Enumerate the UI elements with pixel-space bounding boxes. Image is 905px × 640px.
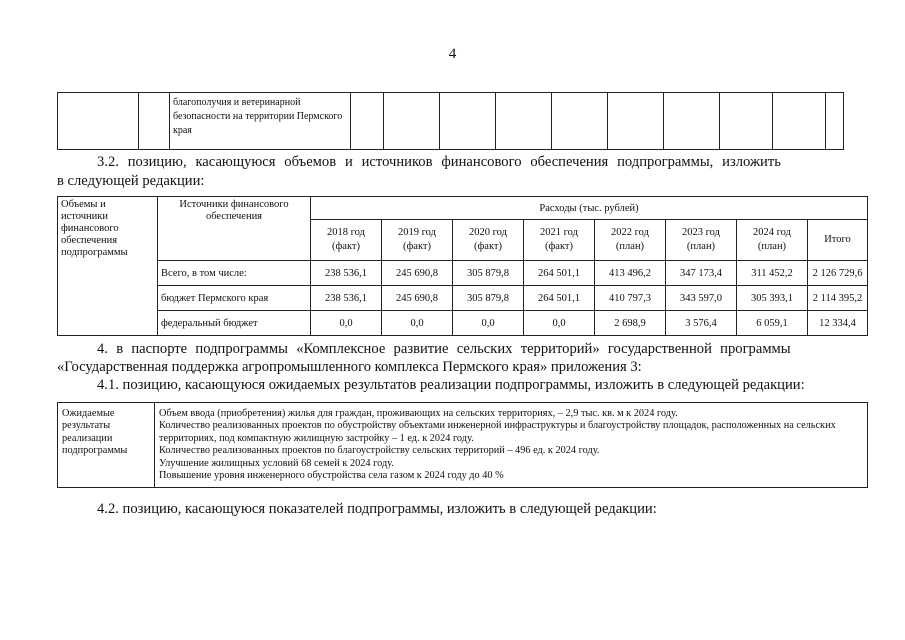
result-item: Улучшение жилищных условий 68 семей к 2024 году. — [159, 457, 394, 469]
paragraph-4-line1: 4. в паспорте подпрограммы «Комплексное развитие сельских территорий» государственной программы — [97, 341, 791, 357]
total-header: Итого — [808, 220, 868, 261]
table-cell — [773, 93, 826, 150]
value-cell: 0,0 — [311, 311, 382, 336]
value-cell: 0,0 — [524, 311, 595, 336]
value-cell: 2 114 395,2 — [808, 286, 868, 311]
value-cell: 410 797,3 — [595, 286, 666, 311]
table-cell — [664, 93, 720, 150]
table-cell — [351, 93, 384, 150]
value-cell: 347 173,4 — [666, 261, 737, 286]
result-item: Объем ввода (приобретения) жилья для граждан, проживающих на сельских территориях, – 2,9 тыс. кв. м к 2024 году. — [159, 408, 678, 419]
table-row — [58, 197, 868, 220]
table-cell — [496, 93, 552, 150]
value-cell: 245 690,8 — [382, 286, 453, 311]
value-cell: 12 334,4 — [808, 311, 868, 336]
paragraph-4-1: 4.1. позицию, касающуюся ожидаемых результатов реализации подпрограммы, изложить в следующей редакции: — [97, 377, 805, 393]
year-header: 2019 год (факт) — [382, 220, 453, 261]
year-header: 2023 год (план) — [666, 220, 737, 261]
value-cell: 305 879,8 — [453, 261, 524, 286]
value-cell: 413 496,2 — [595, 261, 666, 286]
results-table — [57, 402, 868, 488]
value-cell: 264 501,1 — [524, 261, 595, 286]
results-content — [155, 403, 868, 488]
table-row — [58, 311, 868, 336]
table-cell — [826, 93, 844, 150]
value-cell: 2 126 729,6 — [808, 261, 868, 286]
row-name: федеральный бюджет — [158, 311, 311, 336]
results-left-label: Ожидаемые результаты реализации подпрограммы — [58, 403, 155, 488]
table-cell — [608, 93, 664, 150]
year-header: 2022 год (план) — [595, 220, 666, 261]
value-cell: 2 698,9 — [595, 311, 666, 336]
table-cell — [440, 93, 496, 150]
paragraph-3-2-line2: в следующей редакции: — [57, 173, 205, 189]
value-cell: 311 452,2 — [737, 261, 808, 286]
year-header: 2024 год (план) — [737, 220, 808, 261]
table-row — [58, 286, 868, 311]
table-cell — [720, 93, 773, 150]
paragraph-4-line2: «Государственная поддержка агропромышленного комплекса Пермского края» приложения 3: — [57, 359, 642, 375]
page-number: 4 — [448, 46, 457, 62]
finance-left-label: Объемы и источники финансового обеспечения подпрограммы — [58, 197, 158, 336]
value-cell: 3 576,4 — [666, 311, 737, 336]
value-cell: 6 059,1 — [737, 311, 808, 336]
value-cell: 0,0 — [382, 311, 453, 336]
expenses-header: Расходы (тыс. рублей) — [311, 197, 868, 220]
table-row — [58, 261, 868, 286]
table-cell — [552, 93, 608, 150]
fragment-table — [57, 92, 844, 150]
sources-header: Источники финансового обеспечения — [158, 197, 311, 261]
year-header: 2018 год (факт) — [311, 220, 382, 261]
paragraph-4-2: 4.2. позицию, касающуюся показателей подпрограммы, изложить в следующей редакции: — [97, 501, 657, 517]
value-cell: 245 690,8 — [382, 261, 453, 286]
result-item: Количество реализованных проектов по благоустройству сельских территорий – 496 ед. к 2024 году. — [159, 445, 600, 457]
row-name: Всего, в том числе: — [158, 261, 311, 286]
year-header: 2021 год (факт) — [524, 220, 595, 261]
table-row — [58, 93, 844, 150]
table-cell — [384, 93, 440, 150]
result-item: Повышение уровня инженерного обустройства села газом к 2024 году до 40 % — [159, 470, 504, 482]
value-cell: 305 879,8 — [453, 286, 524, 311]
value-cell: 264 501,1 — [524, 286, 595, 311]
result-item: Количество реализованных проектов по обустройству объектами инженерной инфраструктуры и благоустройству площадок, расположенных на сельских территориях, под компактную жилищную застройку – 1 ед. к 2024 году. — [159, 420, 836, 444]
value-cell: 238 536,1 — [311, 261, 382, 286]
value-cell: 343 597,0 — [666, 286, 737, 311]
value-cell: 0,0 — [453, 311, 524, 336]
value-cell: 305 393,1 — [737, 286, 808, 311]
paragraph-3-2-line1: 3.2. позицию, касающуюся объемов и источников финансового обеспечения подпрограммы, изложить — [97, 154, 781, 170]
value-cell: 238 536,1 — [311, 286, 382, 311]
finance-table — [57, 196, 868, 336]
year-header: 2020 год (факт) — [453, 220, 524, 261]
table-cell — [58, 93, 139, 150]
fragment-text: благополучия и ветеринарной безопасности на территории Пермского края — [170, 93, 351, 150]
table-cell — [139, 93, 170, 150]
row-name: бюджет Пермского края — [158, 286, 311, 311]
table-row — [58, 403, 868, 488]
